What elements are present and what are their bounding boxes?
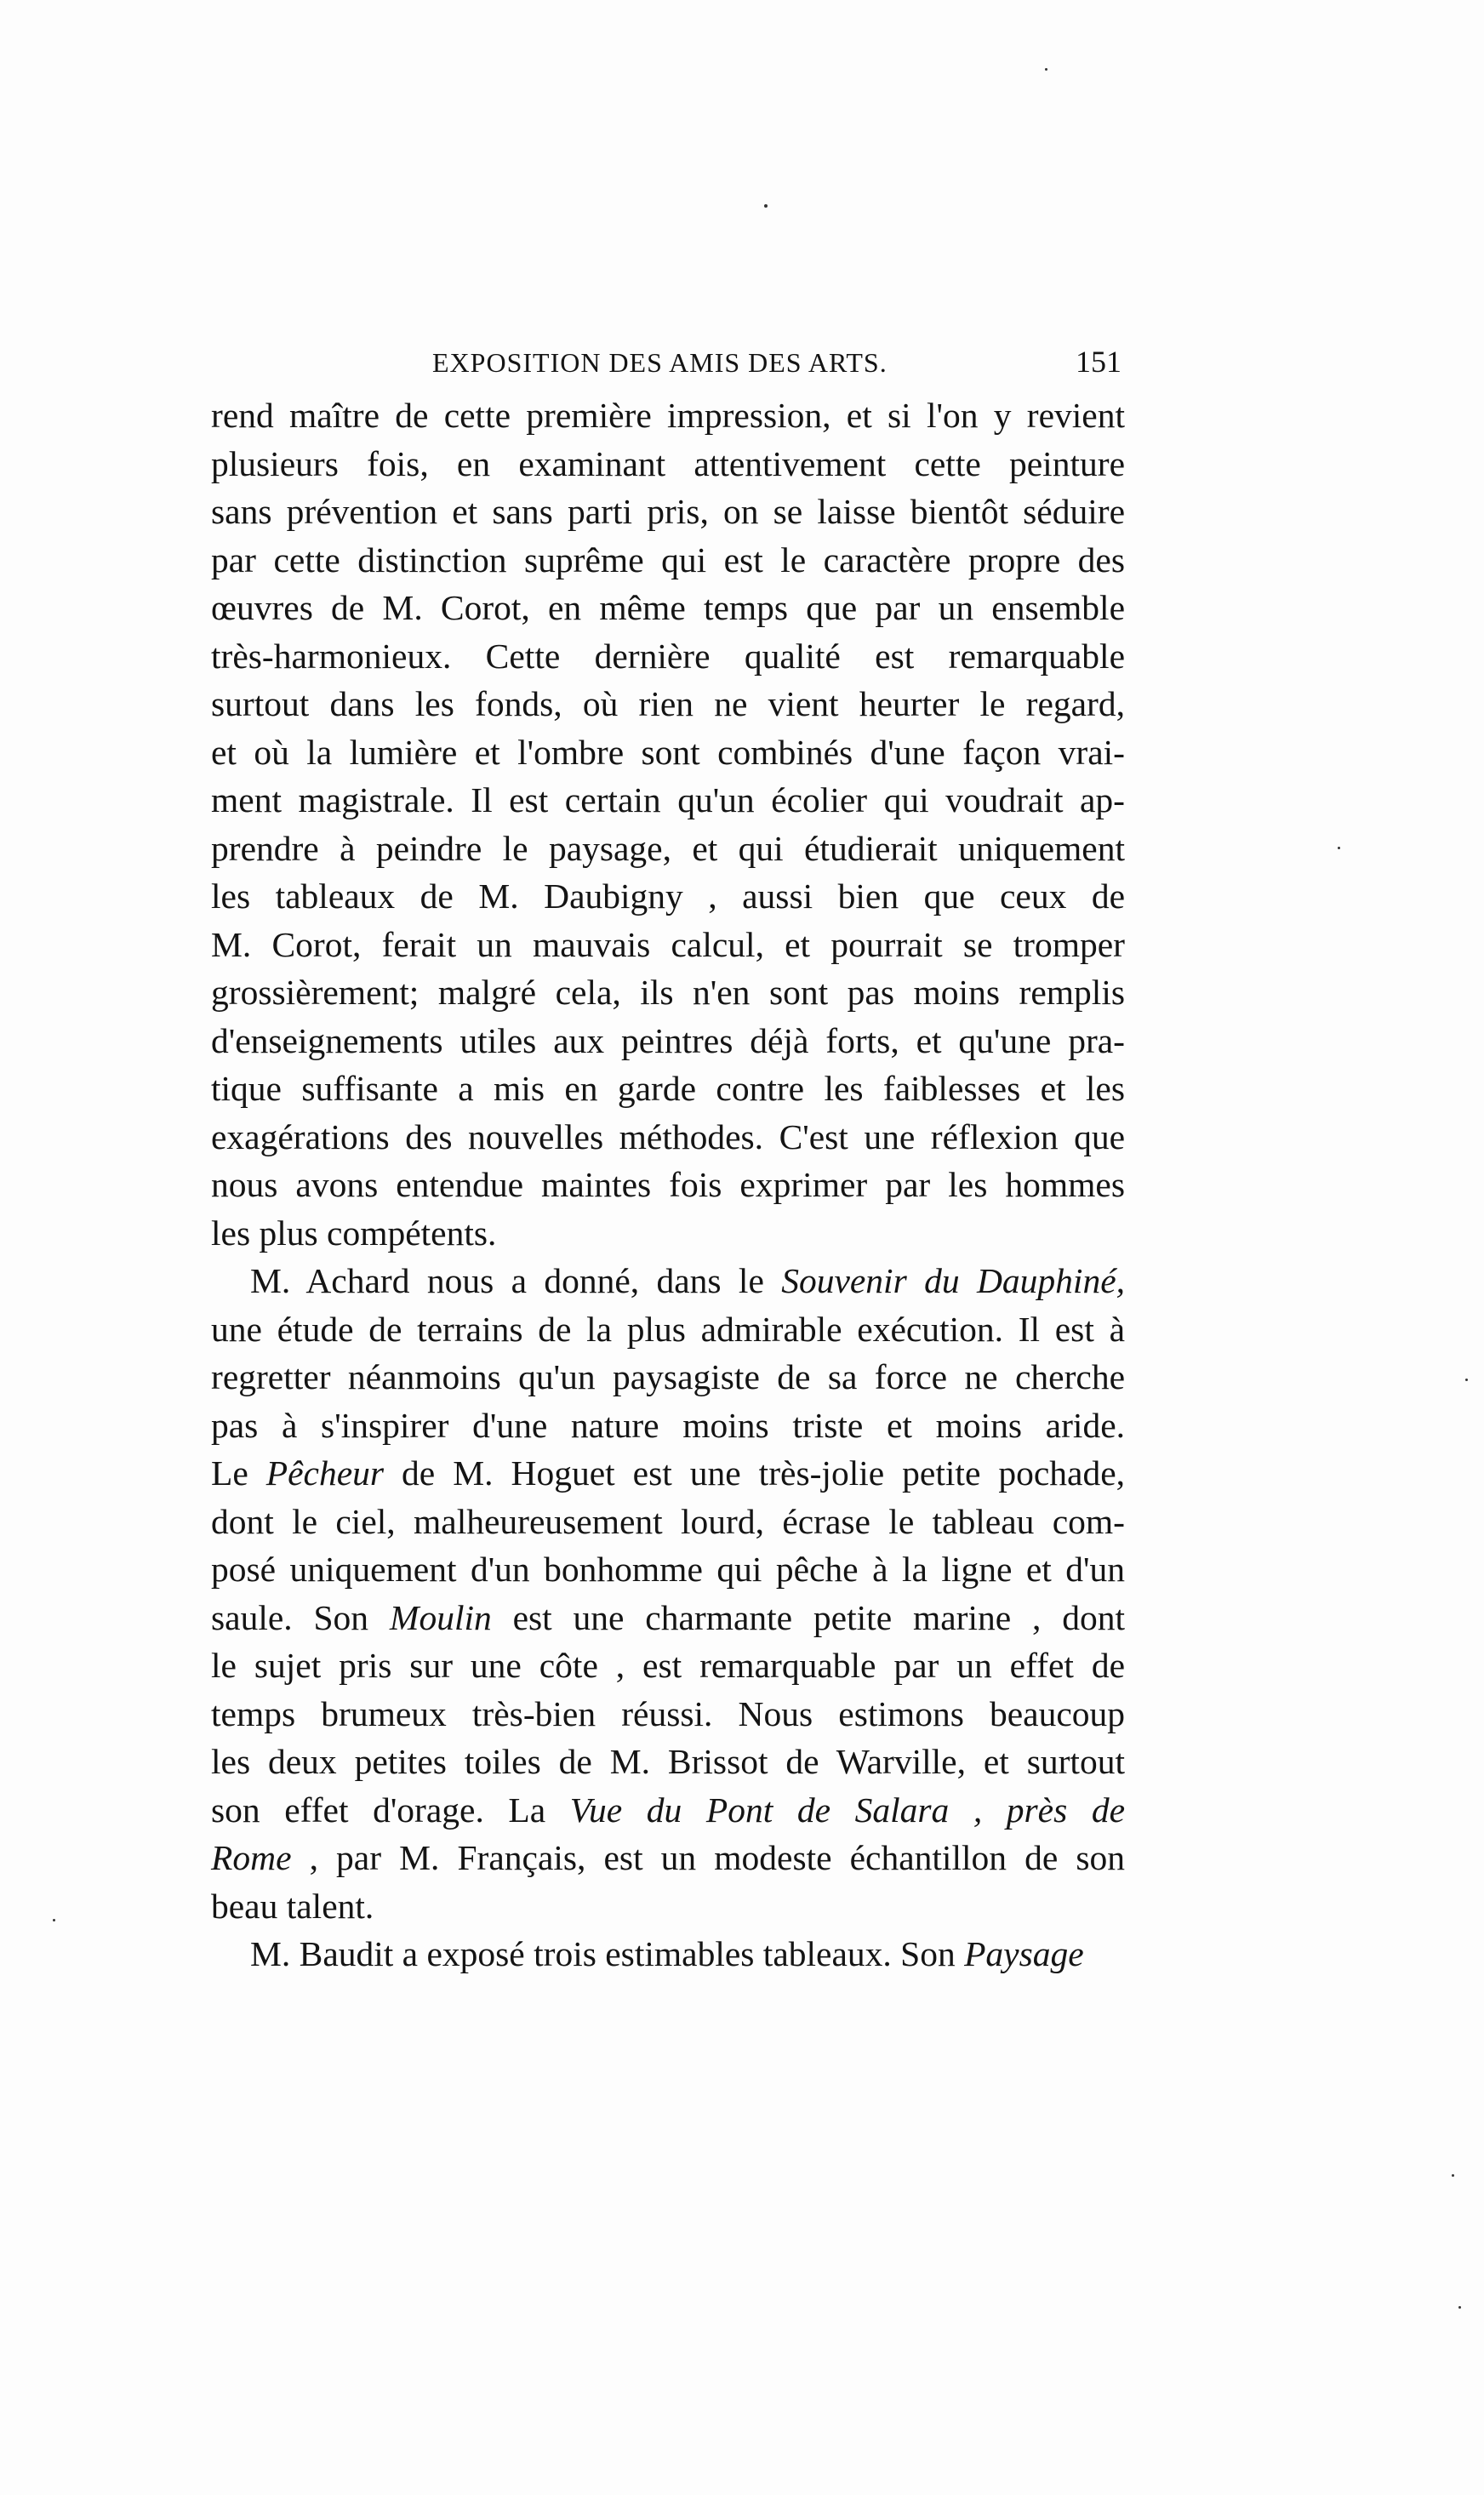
text-span: les tableaux de M. Daubigny , aussi bien que ceux de <box>211 876 1125 916</box>
italic-title: Souvenir du Dauphiné, <box>781 1261 1125 1300</box>
text-line <box>211 1641 1125 1690</box>
text-line <box>211 1257 1125 1305</box>
text-span: prendre à peindre le paysage, et qui étudierait uniquement <box>211 828 1125 868</box>
paragraph <box>211 391 1125 1257</box>
text-span: œuvres de M. Corot, en même temps que par un ensemble <box>211 588 1125 627</box>
text-span: est une charmante petite marine , dont <box>491 1597 1125 1637</box>
text-span: d'enseignements utiles aux peintres déjà forts, et qu'une pra- <box>211 1020 1125 1060</box>
italic-title: Vue du Pont de Salara , près de <box>569 1790 1125 1830</box>
italic-title: Rome <box>211 1838 292 1877</box>
text-line <box>211 536 1125 585</box>
text-line <box>211 1305 1125 1354</box>
text-line <box>211 584 1125 632</box>
text-line <box>211 1113 1125 1162</box>
text-span: , par M. Français, est un modeste échantillon de son <box>291 1838 1125 1877</box>
text-span: pas à s'inspirer d'une nature moins triste et moins aride. <box>211 1405 1125 1445</box>
text-line <box>211 1449 1125 1498</box>
text-line <box>211 488 1125 536</box>
text-span: nous avons entendue maintes fois exprimer par les hommes <box>211 1165 1125 1204</box>
text-span: plusieurs fois, en examinant attentivement cette peinture <box>211 443 1125 483</box>
text-line <box>211 680 1125 728</box>
text-span: les deux petites toiles de M. Brissot de Warville, et surtout <box>211 1742 1125 1781</box>
text-line <box>211 1594 1125 1642</box>
text-span: le sujet pris sur une côte , est remarquable par un effet de <box>211 1646 1125 1685</box>
italic-title: Moulin <box>389 1597 492 1637</box>
text-span: ment magistrale. Il est certain qu'un écolier qui voudrait ap- <box>211 780 1125 819</box>
italic-title: Paysage <box>964 1934 1084 1973</box>
italic-title: Pêcheur <box>265 1453 385 1493</box>
text-line <box>211 440 1125 488</box>
text-line <box>211 1017 1125 1065</box>
text-span: et où la lumière et l'ombre sont combinés d'une façon vrai- <box>211 732 1125 772</box>
text-span: temps brumeux très-bien réussi. Nous estimons beaucoup <box>211 1693 1125 1733</box>
text-line <box>211 1161 1125 1209</box>
text-line <box>211 825 1125 873</box>
text-line <box>211 1209 1125 1258</box>
body-text <box>211 391 1125 1978</box>
text-span: M. Baudit a exposé trois estimables tableaux. Son <box>250 1934 965 1973</box>
text-span: rend maître de cette première impression, et si l'on y revient <box>211 396 1125 435</box>
text-span: M. Corot, ferait un mauvais calcul, et pourrait se tromper <box>211 924 1125 964</box>
running-title: EXPOSITION DES AMIS DES ARTS. <box>432 347 888 378</box>
text-line <box>211 776 1125 825</box>
text-span: Le <box>211 1453 266 1493</box>
text-line <box>211 921 1125 969</box>
text-span: surtout dans les fonds, où rien ne vient heurter le regard, <box>211 684 1125 723</box>
page-number: 151 <box>1076 345 1122 379</box>
text-span: tique suffisante a mis en garde contre les faiblesses et les <box>211 1069 1125 1108</box>
text-span: très-harmonieux. Cette dernière qualité est remarquable <box>211 636 1125 676</box>
text-line <box>211 1353 1125 1402</box>
text-line <box>211 1402 1125 1450</box>
text-line <box>211 632 1125 681</box>
paragraph <box>211 1257 1125 1930</box>
text-span: grossièrement; malgré cela, ils n'en sont pas moins remplis <box>211 973 1125 1012</box>
text-line <box>211 1545 1125 1594</box>
text-span: beau talent. <box>211 1886 374 1926</box>
text-line <box>211 1882 1125 1931</box>
text-line <box>211 728 1125 777</box>
text-span: une étude de terrains de la plus admirable exécution. Il est à <box>211 1309 1125 1349</box>
text-line <box>211 1065 1125 1113</box>
text-line <box>211 1738 1125 1786</box>
text-line <box>211 1690 1125 1739</box>
text-line <box>211 1498 1125 1546</box>
text-span: par cette distinction suprême qui est le caractère propre des <box>211 540 1125 580</box>
text-span: sans prévention et sans parti pris, on se laisse bientôt séduire <box>211 492 1125 531</box>
text-line <box>211 391 1125 440</box>
text-line <box>211 968 1125 1017</box>
text-span: saule. Son <box>211 1597 390 1637</box>
text-line <box>211 872 1125 921</box>
text-span: son effet d'orage. La <box>211 1790 570 1830</box>
text-span: posé uniquement d'un bonhomme qui pêche à la ligne et d'un <box>211 1550 1125 1589</box>
text-span: les plus compétents. <box>211 1213 497 1253</box>
paragraph <box>211 1930 1125 1978</box>
running-head <box>432 347 1122 390</box>
text-line <box>211 1930 1125 1978</box>
text-span: dont le ciel, malheureusement lourd, écrase le tableau com- <box>211 1501 1125 1541</box>
text-span: de M. Hoguet est une très-jolie petite pochade, <box>384 1453 1125 1493</box>
text-span: regretter néanmoins qu'un paysagiste de sa force ne cherche <box>211 1357 1125 1396</box>
text-span: exagérations des nouvelles méthodes. C'est une réflexion que <box>211 1116 1125 1156</box>
text-span: M. Achard nous a donné, dans le <box>250 1261 782 1300</box>
text-line <box>211 1834 1125 1882</box>
text-line <box>211 1786 1125 1835</box>
